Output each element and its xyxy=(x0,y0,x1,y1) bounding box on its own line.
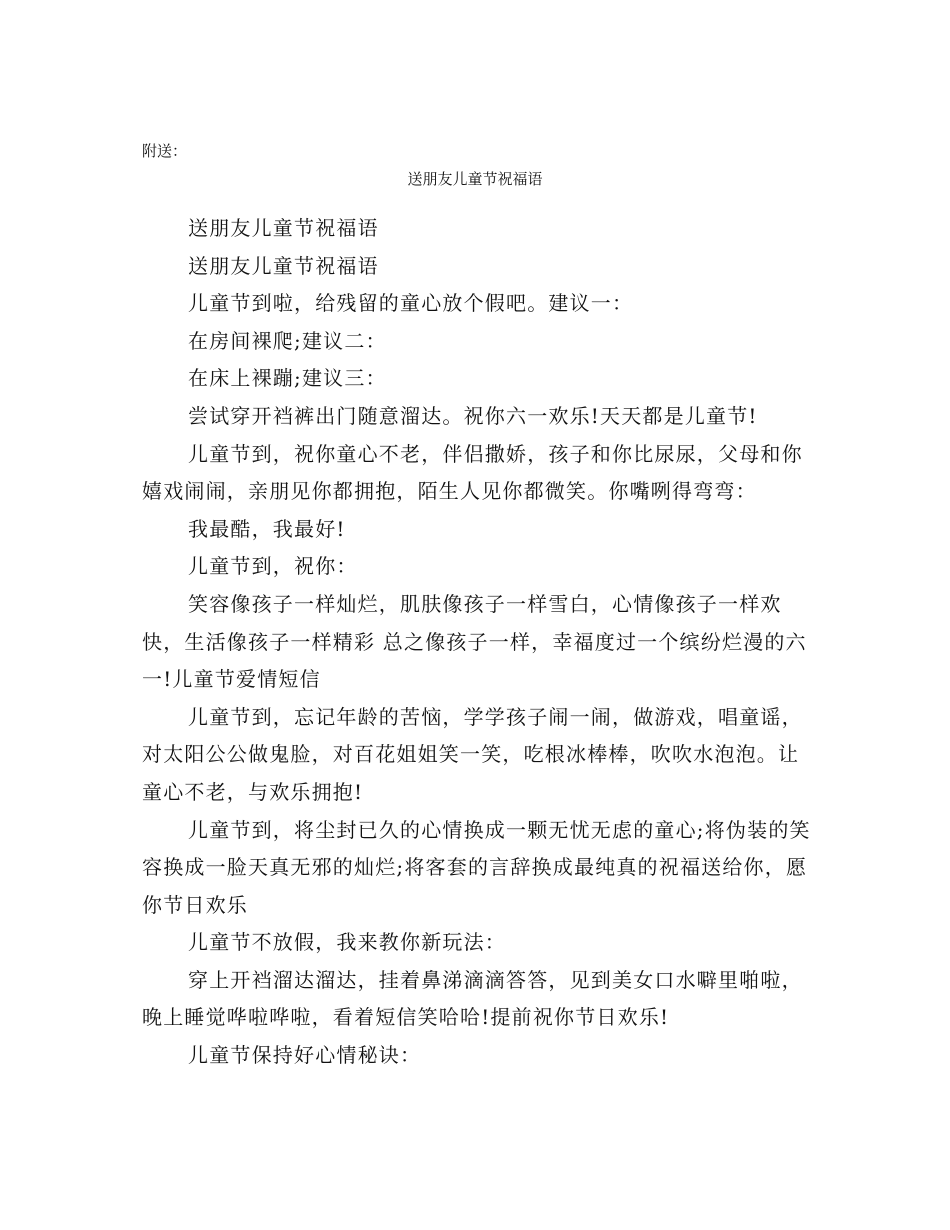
paragraph: 送朋友儿童节祝福语 xyxy=(188,253,379,278)
paragraph: 儿童节到啦，给残留的童心放个假吧。建议一： xyxy=(188,291,634,316)
paragraph: 儿童节到，祝你童心不老，伴侣撒娇，孩子和你比尿尿，父母和你嬉戏闹闹，亲朋见你都拥抱，陌生人见你都微笑。你嘴咧得弯弯： xyxy=(142,441,803,504)
attachment-label: 附送： xyxy=(142,142,188,160)
paragraph: 尝试穿开裆裤出门随意溜达。祝你六一欢乐!天天都是儿童节! xyxy=(188,403,758,428)
document-title: 送朋友儿童节祝福语 xyxy=(407,170,543,188)
paragraph: 穿上开裆溜达溜达，挂着鼻涕滴滴答答，见到美女口水噼里啪啦，晚上睡觉哗啦哗啦，看着短信笑哈哈!提前祝你节日欢乐! xyxy=(142,967,803,1030)
paragraph: 儿童节保持好心情秘诀： xyxy=(188,1043,422,1068)
paragraph: 在房间裸爬;建议二： xyxy=(188,328,387,353)
paragraph: 儿童节到，祝你： xyxy=(188,554,358,579)
paragraph: 送朋友儿童节祝福语 xyxy=(188,216,379,240)
paragraph: 儿童节到，将尘封已久的心情换成一颗无忧无虑的童心;将伪装的笑容换成一脸天真无邪的灿烂;将客套的言辞换成最纯真的祝福送给你，愿你节日欢乐 xyxy=(142,817,811,917)
paragraph: 儿童节不放假，我来教你新玩法： xyxy=(188,930,506,955)
paragraph: 儿童节到，忘记年龄的苦恼，学学孩子闹一闹，做游戏，唱童谣，对太阳公公做鬼脸，对百花姐姐笑一笑，吃根冰棒棒，吹吹水泡泡。让童心不老，与欢乐拥抱! xyxy=(142,704,803,804)
paragraph: 我最酷，我最好! xyxy=(188,516,346,541)
paragraph: 笑容像孩子一样灿烂，肌肤像孩子一样雪白，心情像孩子一样欢快，生活像孩子一样精彩 总之像孩子一样，幸福度过一个缤纷烂漫的六一!儿童节爱情短信 xyxy=(142,591,807,692)
document-body xyxy=(142,210,814,1075)
paragraph: 在床上裸蹦;建议三： xyxy=(188,366,387,391)
